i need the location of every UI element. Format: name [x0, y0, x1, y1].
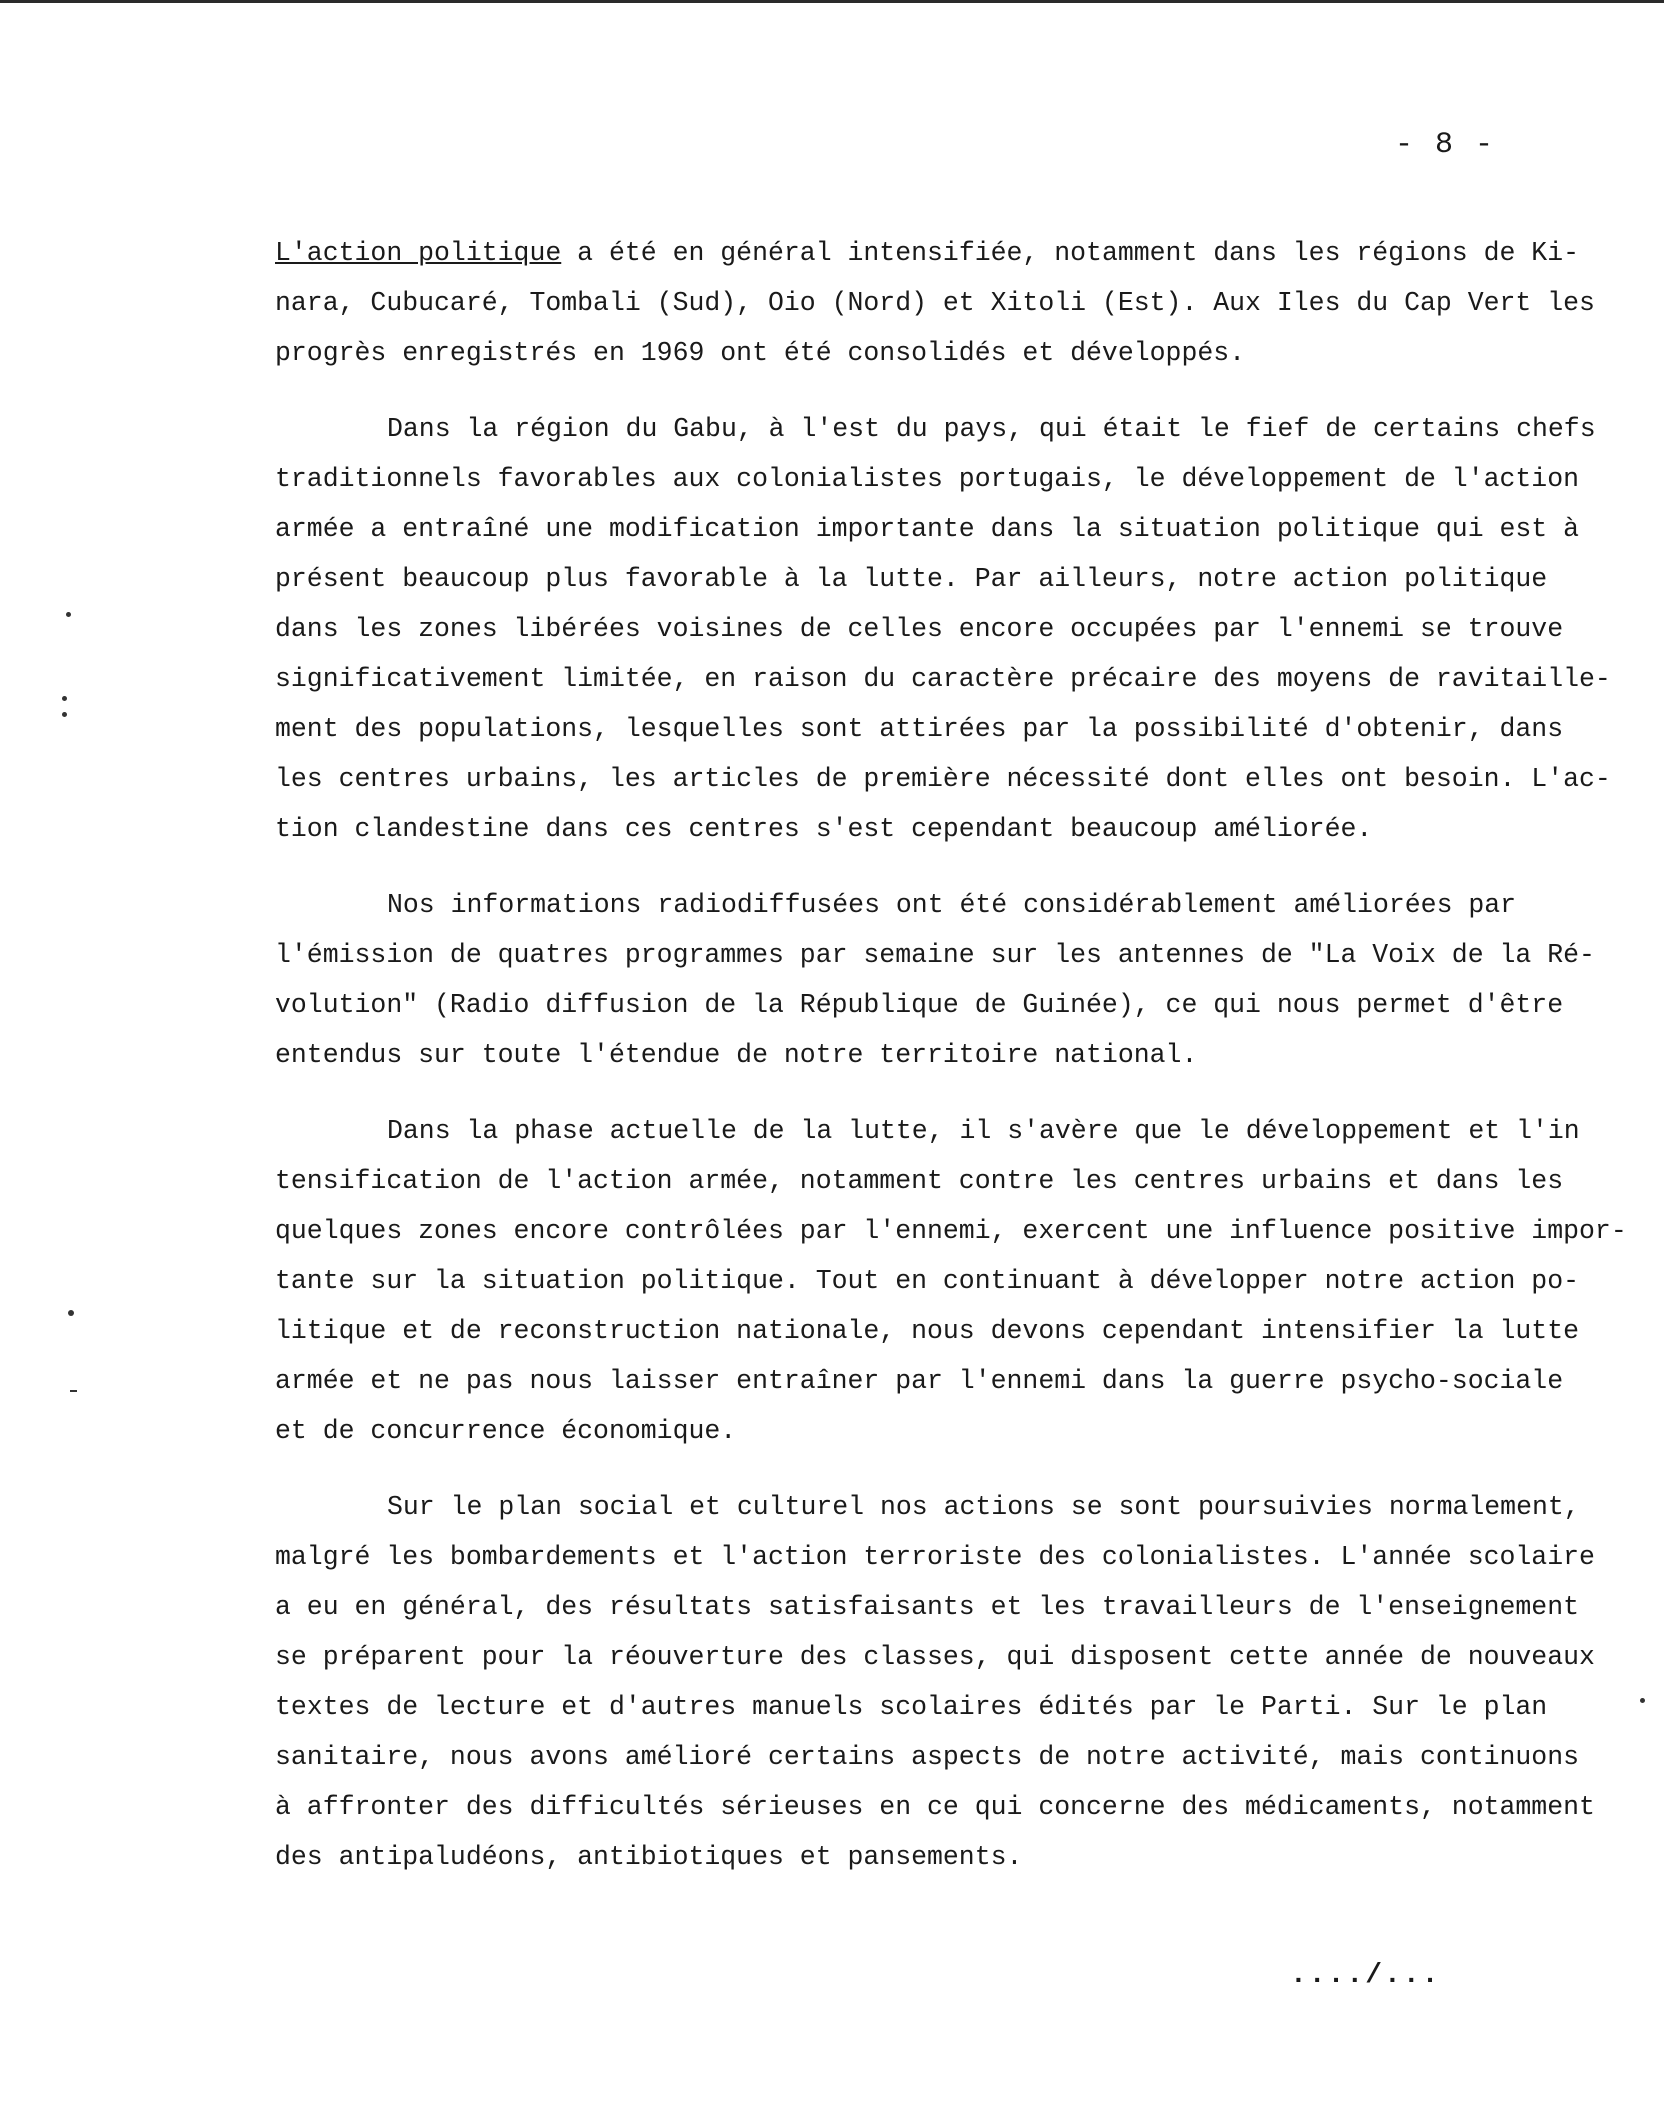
text-line: présent beaucoup plus favorable à la lutte. Par ailleurs, notre action politique — [275, 564, 1548, 594]
text-line: à affronter des difficultés sérieuses en ce qui concerne des médicaments, notamment — [275, 1792, 1595, 1822]
text-line: tion clandestine dans ces centres s'est cependant beaucoup améliorée. — [275, 814, 1373, 844]
text-line: sanitaire, nous avons amélioré certains aspects de notre activité, mais continuons — [275, 1742, 1580, 1772]
text-line: entendus sur toute l'étendue de notre territoire national. — [275, 1040, 1198, 1070]
scan-dot — [66, 612, 71, 617]
text-line: dans les zones libérées voisines de celles encore occupées par l'ennemi se trouve — [275, 614, 1564, 644]
scan-dot — [1640, 1698, 1645, 1703]
text-line: significativement limitée, en raison du caractère précaire des moyens de ravitaille- — [275, 664, 1611, 694]
text-line: et de concurrence économique. — [275, 1416, 737, 1446]
text-line: des antipaludéons, antibiotiques et pansements. — [275, 1842, 1023, 1872]
text-line: Sur le plan social et culturel nos actions se sont poursuivies normalement, — [387, 1492, 1580, 1522]
text-line: l'émission de quatres programmes par semaine sur les antennes de "La Voix de la Ré- — [275, 940, 1595, 970]
text-line: armée et ne pas nous laisser entraîner par l'ennemi dans la guerre psycho-sociale — [275, 1366, 1564, 1396]
underlined-heading: L'action politique — [275, 238, 562, 268]
text-line: malgré les bombardements et l'action terroriste des colonialistes. L'année scolaire — [275, 1542, 1595, 1572]
paragraph-4 — [275, 1106, 1627, 1456]
text-line: traditionnels favorables aux colonialistes portugais, le développement de l'action — [275, 464, 1580, 494]
scan-dot — [62, 696, 67, 701]
scan-dash — [70, 1390, 77, 1392]
text-line: tante sur la situation politique. Tout en continuant à développer notre action po- — [275, 1266, 1580, 1296]
text-line: a eu en général, des résultats satisfaisants et les travailleurs de l'enseignement — [275, 1592, 1580, 1622]
text-line: armée a entraîné une modification importante dans la situation politique qui est à — [275, 514, 1580, 544]
text-line: ment des populations, lesquelles sont attirées par la possibilité d'obtenir, dans — [275, 714, 1564, 744]
text-line: nara, Cubucaré, Tombali (Sud), Oio (Nord) et Xitoli (Est). Aux Iles du Cap Vert les — [275, 288, 1595, 318]
page-number: - 8 - — [1395, 128, 1496, 162]
text-line: Nos informations radiodiffusées ont été considérablement améliorées par — [387, 890, 1517, 920]
text-line: litique et de reconstruction nationale, nous devons cependant intensifier la lutte — [275, 1316, 1580, 1346]
text-line: L'action politique a été en général intensifiée, notamment dans les régions de Ki- — [275, 238, 1580, 268]
text-line: progrès enregistrés en 1969 ont été consolidés et développés. — [275, 338, 1246, 368]
continuation-marker: ..../... — [1290, 1960, 1441, 1991]
scan-dot — [68, 1310, 74, 1316]
paragraph-3 — [275, 880, 1605, 1080]
text-line: les centres urbains, les articles de première nécessité dont elles ont besoin. L'ac- — [275, 764, 1611, 794]
paragraph-5 — [275, 1482, 1605, 1882]
text-line: tensification de l'action armée, notamment contre les centres urbains et dans les — [275, 1166, 1564, 1196]
scan-dot — [62, 712, 67, 717]
top-edge-rule — [0, 0, 1664, 3]
document-body — [275, 228, 1627, 1908]
text-line: Dans la phase actuelle de la lutte, il s'avère que le développement et l'in — [387, 1116, 1580, 1146]
text-line: se préparent pour la réouverture des classes, qui disposent cette année de nouveaux — [275, 1642, 1595, 1672]
paragraph-2 — [275, 404, 1611, 854]
paragraph-1 — [275, 228, 1605, 378]
text-line: textes de lecture et d'autres manuels scolaires édités par le Parti. Sur le plan — [275, 1692, 1548, 1722]
text-line: Dans la région du Gabu, à l'est du pays, qui était le fief de certains chefs — [387, 414, 1596, 444]
text-line: quelques zones encore contrôlées par l'ennemi, exercent une influence positive impor- — [275, 1216, 1627, 1246]
text-line: volution" (Radio diffusion de la République de Guinée), ce qui nous permet d'être — [275, 990, 1564, 1020]
